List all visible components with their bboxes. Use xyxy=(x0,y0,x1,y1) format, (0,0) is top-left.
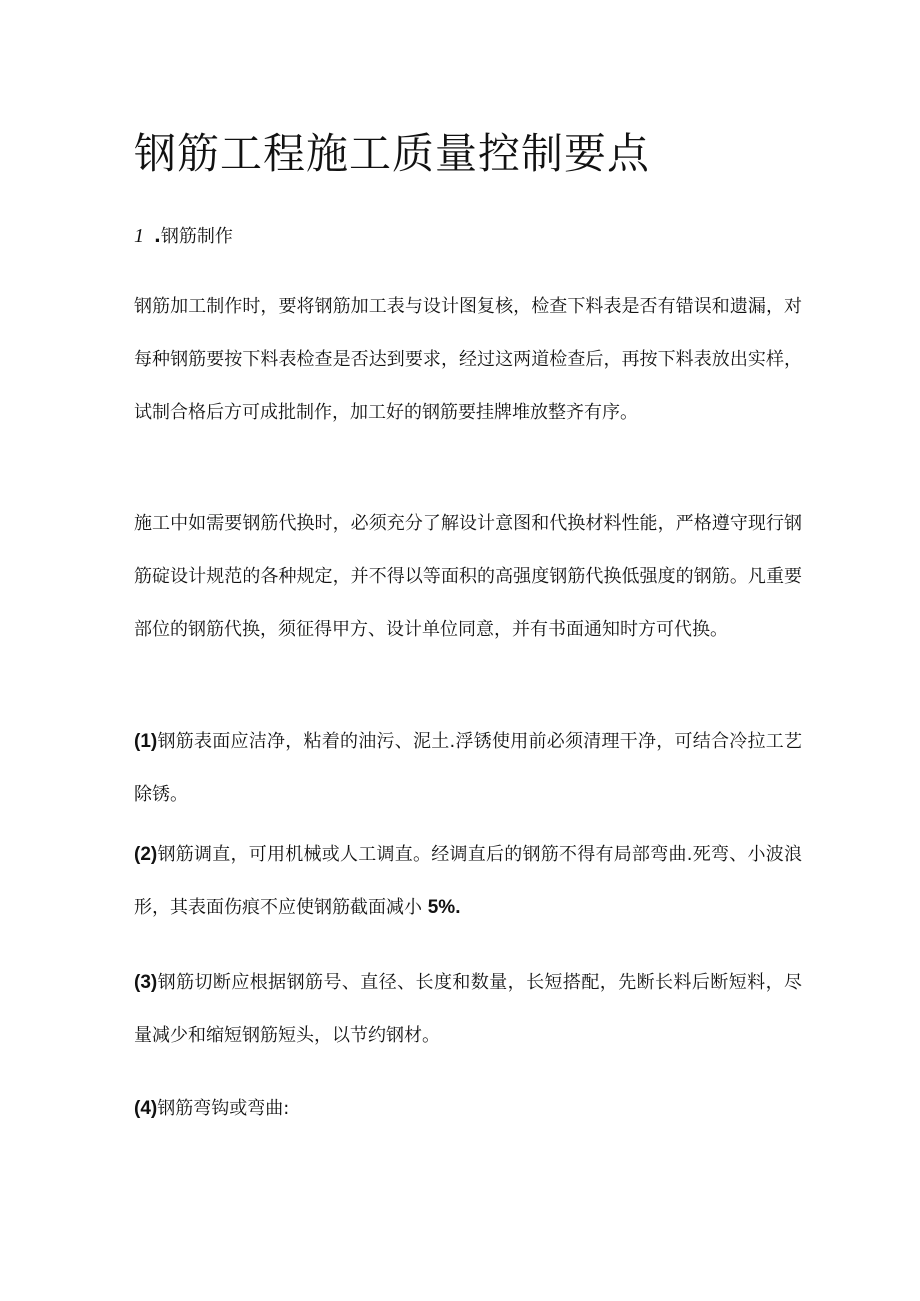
section-separator: . xyxy=(154,226,161,247)
section-number: 1 xyxy=(134,225,144,247)
list-item-marker: (3) xyxy=(134,972,158,993)
paragraph-fabrication: 钢筋加工制作时，要将钢筋加工表与设计图复核，检查下料表是否有错误和遗漏，对每种钢筋要按下料表检查是否达到要求，经过这两道检查后，再按下料表放出实样，试制合格后方可成批制作，加工好的钢筋要挂牌堆放整齐有序。 xyxy=(134,296,802,423)
list-item xyxy=(134,715,802,821)
list-item-marker: (2) xyxy=(134,844,158,865)
list-item-text: 钢筋切断应根据钢筋号、直径、长度和数量，长短搭配，先断长料后断短料，尽量减少和缩短钢筋短头，以节约钢材。 xyxy=(134,972,802,1046)
list-item-emphasis: 5%. xyxy=(427,897,461,918)
document-title: 钢筋工程施工质量控制要点 xyxy=(134,129,651,178)
list-item-text: 钢筋表面应洁净，粘着的油污、泥土.浮锈使用前必须清理干净，可结合冷拉工艺除锈。 xyxy=(134,731,802,805)
list-item-text: 钢筋调直，可用机械或人工调直。经调直后的钢筋不得有局部弯曲.死弯、小波浪形，其表面伤痕不应使钢筋截面减小 xyxy=(134,844,802,918)
list-item-text: 钢筋弯钩或弯曲: xyxy=(157,1098,290,1119)
list-item-marker: (1) xyxy=(134,731,158,752)
list-item-marker: (4) xyxy=(134,1098,158,1119)
list-item xyxy=(134,1082,802,1135)
list-item xyxy=(134,828,802,934)
list-item xyxy=(134,956,802,1062)
paragraph-substitution: 施工中如需要钢筋代换时，必须充分了解设计意图和代换材料性能，严格遵守现行钢筋碇设计规范的各种规定，并不得以等面积的高强度钢筋代换低强度的钢筋。凡重要部位的钢筋代换，须征得甲方、设计单位同意，并有书面通知时方可代换。 xyxy=(134,513,802,640)
section-title: 钢筋制作 xyxy=(160,226,233,247)
section-heading xyxy=(134,221,233,252)
